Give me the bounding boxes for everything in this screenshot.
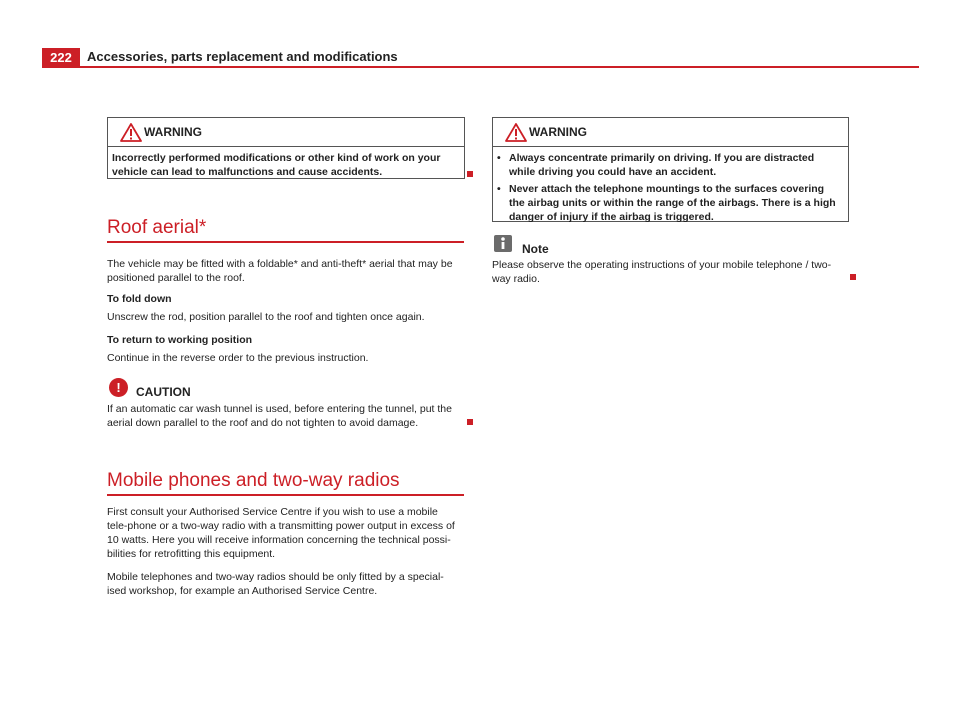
- section-end-icon: [467, 171, 473, 177]
- mobile-heading: Mobile phones and two-way radios: [107, 470, 400, 491]
- return-text: Continue in the reverse order to the previous instruction.: [107, 352, 369, 364]
- note-title: Note: [522, 242, 549, 256]
- caution-text: If an automatic car wash tunnel is used, before entering the tunnel, put the aerial down parallel to the roof and do not tighten to avoid damage.: [107, 403, 452, 429]
- warning-box: [107, 117, 465, 179]
- note-text: Please observe the operating instructions of your mobile telephone / two-way radio.: [492, 259, 832, 285]
- warning-header: [493, 118, 848, 147]
- section-end-icon: [850, 274, 856, 280]
- warning-bullets: [493, 147, 848, 232]
- list-item: [497, 151, 842, 179]
- section-end-icon: [467, 419, 473, 425]
- roof-aerial-rule: [107, 241, 464, 243]
- bullet-icon: •: [497, 152, 501, 164]
- caution-title: CAUTION: [136, 385, 191, 399]
- roof-aerial-heading: Roof aerial*: [107, 217, 207, 238]
- header-rule: [80, 66, 919, 68]
- fold-down-text: Unscrew the rod, position parallel to the roof and tighten once again.: [107, 311, 425, 323]
- roof-aerial-intro: The vehicle may be fitted with a foldable* and anti-theft* aerial that may be positioned parallel to the roof.: [107, 258, 453, 284]
- warning-triangle-icon: [120, 123, 142, 142]
- note-info-icon: [494, 235, 512, 252]
- return-label: To return to working position: [107, 334, 253, 346]
- mobile-para-1: First consult your Authorised Service Centre if you wish to use a mobile tele-phone or a two-way radio with a transmitting power output in excess of 10 watts. Here you will receive information concerning the technical possi-bilities for retrofitting this equipment.: [107, 506, 455, 560]
- chapter-title: Accessories, parts replacement and modifications: [87, 49, 398, 64]
- mobile-para-2: Mobile telephones and two-way radios should be only fitted by a special-ised workshop, for example an Authorised Service Centre.: [107, 571, 444, 597]
- page-number: 222: [42, 48, 80, 68]
- warning-text: Incorrectly performed modifications or other kind of work on your vehicle can lead to malfunctions and cause accidents.: [112, 152, 441, 178]
- warning-header: [108, 118, 464, 147]
- warning-triangle-icon: [505, 123, 527, 142]
- warning-title: WARNING: [144, 125, 202, 139]
- warning-title: WARNING: [529, 125, 587, 139]
- fold-down-label: To fold down: [107, 293, 172, 305]
- caution-exclamation-icon: !: [109, 378, 128, 397]
- bullet-text: Never attach the telephone mountings to the surfaces covering the airbag units or within the range of the airbags. There is a high danger of injury if the airbag is triggered.: [509, 183, 836, 223]
- warning-box-right: [492, 117, 849, 222]
- mobile-rule: [107, 494, 464, 496]
- bullet-text: Always concentrate primarily on driving. If you are distracted while driving you could have an accident.: [509, 152, 815, 178]
- page-header: [42, 48, 919, 68]
- bullet-icon: •: [497, 183, 501, 195]
- list-item: [497, 182, 842, 224]
